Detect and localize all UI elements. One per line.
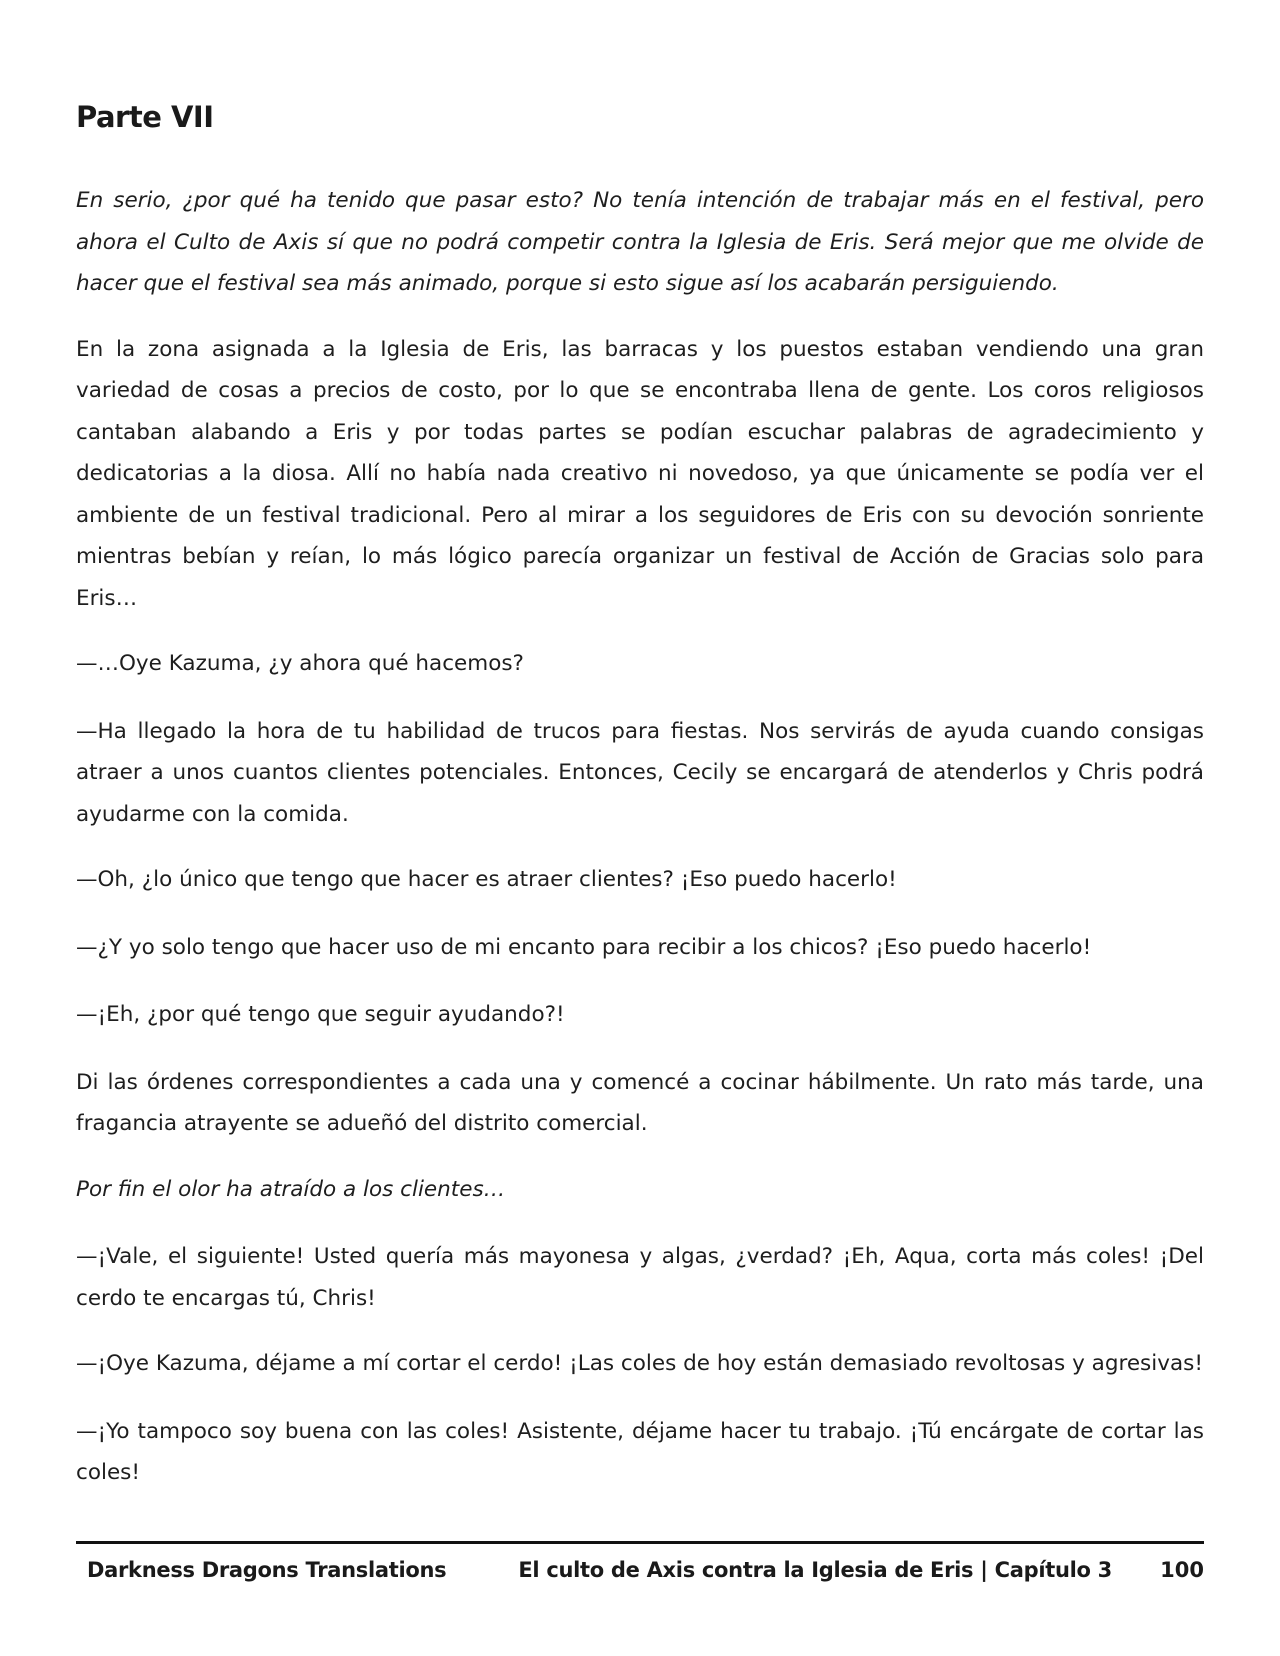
footer-page-number: 100: [1160, 1558, 1204, 1582]
paragraph-dialogue-7: —¡Oye Kazuma, déjame a mí cortar el cerdo! ¡Las coles de hoy están demasiado revoltosas y agresivas!: [76, 1351, 1203, 1376]
paragraph-narration-2: Di las órdenes correspondientes a cada una y comencé a cocinar hábilmente. Un rato más tarde, una fragancia atrayente se adueñó del distrito comercial.: [76, 1069, 1204, 1136]
footer-divider: [76, 1541, 1204, 1544]
paragraph-dialogue-2: —Ha llegado la hora de tu habilidad de trucos para fiestas. Nos servirás de ayuda cuando consigas atraer a unos cuantos clientes potenciales. Entonces, Cecily se encargará de atenderlos y Chris podrá ayudarme con la comida.: [76, 718, 1204, 827]
footer-chapter-title: El culto de Axis contra la Iglesia de Eris | Capítulo 3: [518, 1558, 1112, 1582]
paragraph-dialogue-6: —¡Vale, el siguiente! Usted quería más mayonesa y algas, ¿verdad? ¡Eh, Aqua, corta más coles! ¡Del cerdo te encargas tú, Chris!: [76, 1244, 1204, 1311]
paragraph-dialogue-5: —¡Eh, ¿por qué tengo que seguir ayudando?!: [76, 1002, 565, 1027]
paragraph-narration-1: En la zona asignada a la Iglesia de Eris, las barracas y los puestos estaban vendiendo una gran variedad de cosas a precios de costo, por lo que se encontraba llena de gente. Los coros religiosos cantaban alabando a Eris y por todas partes se podían escuchar palabras de agradecimiento y dedicatorias a la diosa. Allí no había nada creativo ni novedoso, ya que únicamente se podía ver el ambiente de un festival tradicional. Pero al mirar a los seguidores de Eris con su devoción sonriente mientras bebían y reían, lo más lógico parecía organizar un festival de Acción de Gracias solo para Eris…: [76, 336, 1204, 611]
paragraph-dialogue-1: —…Oye Kazuma, ¿y ahora qué hacemos?: [76, 651, 524, 676]
page-footer: [76, 1550, 1204, 1590]
footer-translator-credit: Darkness Dragons Translations: [87, 1558, 447, 1582]
paragraph-dialogue-3: —Oh, ¿lo único que tengo que hacer es atraer clientes? ¡Eso puedo hacerlo!: [76, 867, 897, 892]
section-heading: Parte VII: [76, 100, 214, 134]
paragraph-inner-thought-1: En serio, ¿por qué ha tenido que pasar esto? No tenía intención de trabajar más en el festival, pero ahora el Culto de Axis sí que no podrá competir contra la Iglesia de Eris. Será mejor que me olvide de hacer que el festival sea más animado, porque si esto sigue así los acabarán persiguiendo.: [76, 188, 1204, 296]
paragraph-inner-thought-2: Por fin el olor ha atraído a los clientes…: [76, 1176, 506, 1202]
paragraph-dialogue-8: —¡Yo tampoco soy buena con las coles! Asistente, déjame hacer tu trabajo. ¡Tú encárgate de cortar las coles!: [76, 1418, 1204, 1485]
paragraph-dialogue-4: —¿Y yo solo tengo que hacer uso de mi encanto para recibir a los chicos? ¡Eso puedo hacerlo!: [76, 934, 1092, 960]
body-text: [76, 180, 1204, 1518]
